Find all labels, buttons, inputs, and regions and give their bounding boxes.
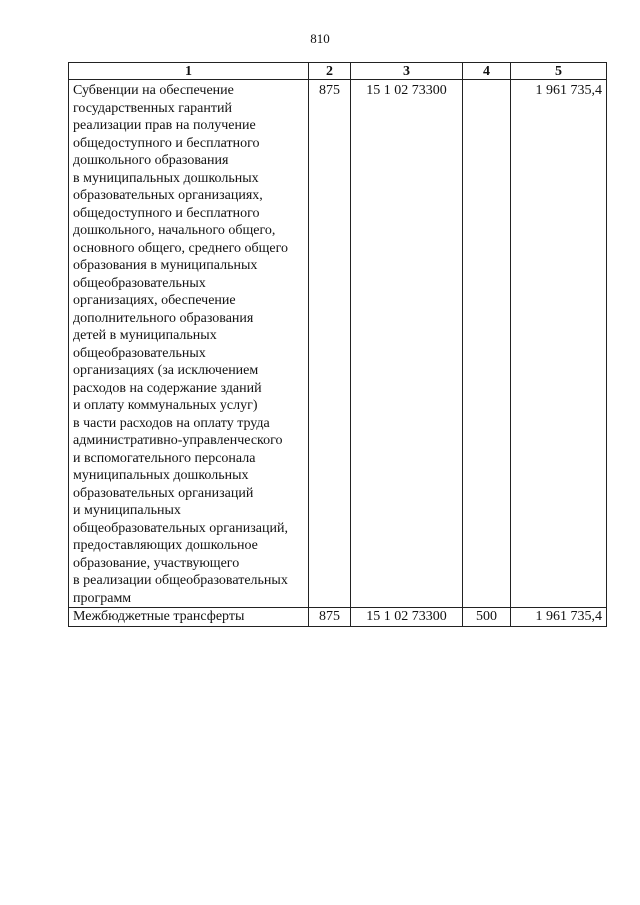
column-header-5: 5 [511,63,607,80]
row-description: Межбюджетные трансферты [69,608,309,627]
row-description: Субвенции на обеспечение государственных гарантий реализации прав на получение общедоступного и бесплатного дошкольного образования в муниципальных дошкольных образовательных организациях, общедоступного и бесплатного дошкольного, начального общего, основного общего, среднего общего образования в муниципальных общеобразовательных организациях, обеспечение дополнительного образования детей в муниципальных общеобразовательных организациях (за исключением расходов на содержание зданий и оплату коммунальных услуг) в части расходов на оплату труда административно-управленческого и вспомогательного персонала муниципальных дошкольных образовательных организаций и муниципальных общеобразовательных организаций, предоставляющих дошкольное образование, участвующего в реализации общеобразовательных программ [69,80,309,608]
table-header-row [69,63,607,80]
column-header-3: 3 [351,63,463,80]
row-code-3: 15 1 02 73300 [351,608,463,627]
row-code-2: 875 [309,80,351,608]
table-row [69,608,607,627]
budget-table [68,62,607,627]
table-row [69,80,607,608]
row-amount: 1 961 735,4 [511,608,607,627]
column-header-4: 4 [463,63,511,80]
row-amount: 1 961 735,4 [511,80,607,608]
row-code-4 [463,80,511,608]
column-header-1: 1 [69,63,309,80]
row-code-4: 500 [463,608,511,627]
row-code-3: 15 1 02 73300 [351,80,463,608]
page-number: 810 [310,31,330,46]
column-header-2: 2 [309,63,351,80]
row-code-2: 875 [309,608,351,627]
